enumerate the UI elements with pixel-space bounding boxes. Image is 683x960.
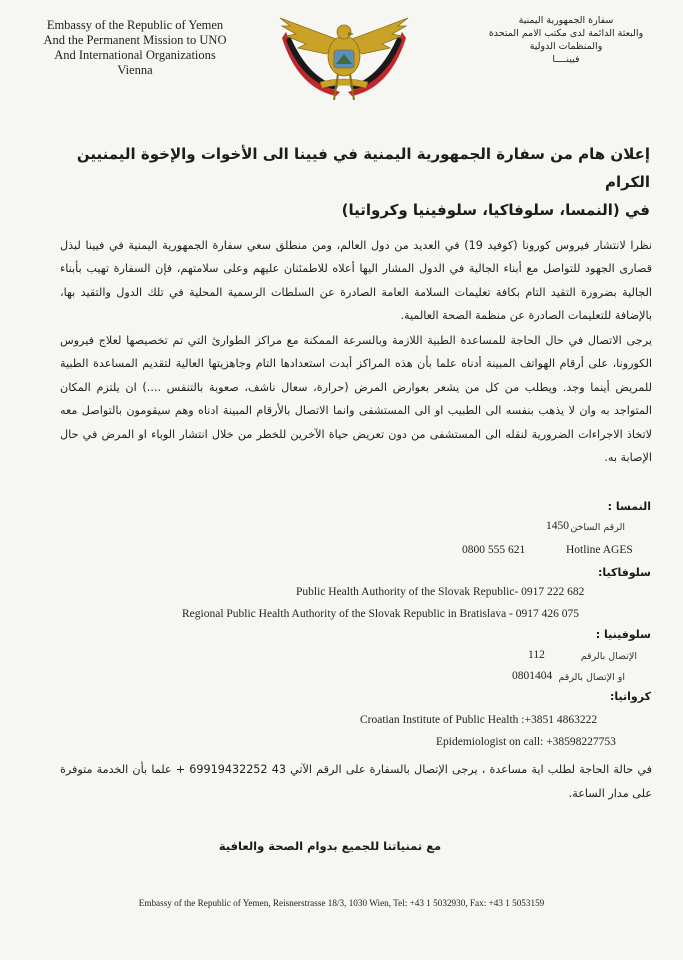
- slovenia-label: سلوفينيا :: [595, 628, 651, 641]
- embassy-header-english: [20, 18, 250, 78]
- austria-ages-label: Hotline AGES: [566, 544, 633, 556]
- header-english-line: Vienna: [117, 63, 153, 77]
- paragraph-intro: نظرا لانتشار فيروس كورونا (كوفيد 19) في العديد من دول العالم، ومن منطلق سعي سفارة الجمهورية اليمنية في فيينا لبذل قصارى الجهود للتواصل مع أبناء الجالية في الدول المشار اليها أعلاه للاطمئنان عليهم وعلى سلامتهم، فإن السفارة تهيب بأبناء الجالية بضرورة التقيد التام بكافة تعليمات السلامة العامة الصادرة عن السلطات الرسمية المحلية في تلك الدول والتقيد بها، بالإضافة للتعليمات الصادرة عن منظمة الصحة العالمية.: [60, 239, 652, 323]
- header-arabic-line: والبعثة الدائمة لدى مكتب الامم المتحدة: [488, 28, 644, 39]
- croatia-line-2: Epidemiologist on call: +38598227753: [436, 736, 616, 748]
- embassy-header-arabic: [471, 14, 661, 66]
- header-arabic-line: والمنظمات الدولية: [529, 41, 603, 52]
- austria-label: النمسا :: [607, 500, 651, 513]
- slovenia-line-1-number: 112: [528, 649, 545, 661]
- paragraph-instructions: يرجى الاتصال في حال الحاجة للمساعدة الطبية اللازمة وبالسرعة الممكنة مع مراكز الطوارئ التي تم تخصيصها لعلاج فيروس الكورونا، على أرقام الهواتف المبينة أدناه علما بأن هذه المراكز أبدت استعدادها التام وجاهزيتها العالية لتقديم المساعدة الطبية للمريض أينما وجد. ويطلب من كل من يشعر بعوارض المرض (حرارة، سعال ناشف، صعوبة بالتنفس ....) ان يلتزم المكان المتواجد به وان لا يذهب بنفسه الى الطبيب او الى المستشفى وانما الاتصال بالأرقام المبينة ادناه وهم سيقومون بالتواصل معه لاتخاذ الاجراءات الضرورية لنقله الى المستشفى من دون تعريض حياة الآخرين للخطر من خلال انتشار الوباء او المرض في حال الإصابة به.: [60, 334, 652, 465]
- slovenia-line-1-label: الإتصال بالرقم: [580, 651, 637, 662]
- croatia-line-1: Croatian Institute of Public Health :+3851 4863222: [360, 714, 598, 726]
- slovakia-line-1: Public Health Authority of the Slovak Republic- 0917 222 682: [296, 586, 585, 598]
- eagle-emblem-icon: [276, 12, 412, 104]
- header-english-line: And International Organizations: [54, 48, 216, 62]
- header-english-line: Embassy of the Republic of Yemen: [46, 18, 224, 32]
- austria-ages-number: 0800 555 621: [462, 544, 526, 556]
- header-arabic-line: فيينــــا: [552, 54, 580, 65]
- yemen-emblem: [276, 12, 412, 104]
- title-line: إعلان هام من سفارة الجمهورية اليمنية في فيينا الى الأخوات والإخوة اليمنيين الكرام: [76, 145, 650, 191]
- announcement-title: [40, 140, 650, 224]
- slovenia-line-2-label: او الإتصال بالرقم: [558, 672, 625, 683]
- slovenia-line-2-number: 0801404: [512, 670, 553, 682]
- slovakia-label: سلوفاكيا:: [598, 566, 651, 579]
- title-line: في (النمسا، سلوفاكيا، سلوفينيا وكرواتيا): [341, 201, 650, 219]
- austria-hotline-label: الرقم الساخن: [570, 522, 625, 533]
- slovakia-line-2: Regional Public Health Authority of the Slovak Republic in Bratislava - 0917 426 075: [182, 608, 580, 620]
- header-arabic-line: سفارة الجمهورية اليمنية: [518, 15, 614, 26]
- header-english-line: And the Permanent Mission to UNO: [43, 33, 227, 47]
- closing-paragraph: في حالة الحاجة لطلب اية مساعدة ، يرجى الإتصال بالسفارة على الرقم الآتي 43 69919432252 + علما بأن الخدمة متوفرة على مدار الساعة.: [60, 763, 652, 800]
- footer-address: Embassy of the Republic of Yemen, Reisnerstrasse 18/3, 1030 Wien, Tel: +43 1 5032930, Fax: +43 1 5053159: [138, 898, 545, 908]
- croatia-label: كرواتيا:: [610, 690, 651, 703]
- closing-wishes: مع تمنياتنا للجميع بدوام الصحة والعافية: [218, 839, 442, 853]
- austria-hotline-number: 1450: [546, 520, 569, 532]
